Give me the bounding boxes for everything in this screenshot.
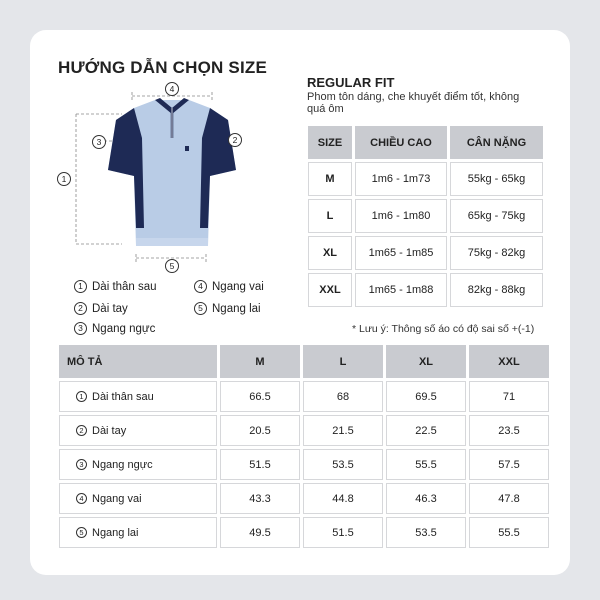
polo-shirt-illustration — [52, 78, 282, 278]
marker-4: 4 — [165, 82, 179, 96]
col-header: MÔ TẢ — [59, 345, 217, 378]
table-row: XL 1m65 - 1m85 75kg - 82kg — [308, 236, 543, 270]
legend-item: 2 Dài tay — [74, 302, 128, 315]
shirt-diagram — [52, 78, 282, 278]
table-row: 5 Ngang lai 49.5 51.5 53.5 55.5 — [59, 517, 549, 548]
fit-title: REGULAR FIT — [307, 75, 395, 90]
col-header: XXL — [469, 345, 549, 378]
measurement-table — [56, 342, 552, 551]
marker-2: 2 — [228, 133, 242, 147]
marker-5: 5 — [165, 259, 179, 273]
tolerance-note: * Lưu ý: Thông số áo có độ sai số +(-1) — [352, 323, 535, 335]
col-header: SIZE — [308, 126, 352, 159]
legend-item: 4 Ngang vai — [194, 280, 264, 293]
col-header: L — [303, 345, 383, 378]
col-header: CHIỀU CAO — [355, 126, 447, 159]
table-row: M 1m6 - 1m73 55kg - 65kg — [308, 162, 543, 196]
legend-item: 1 Dài thân sau — [74, 280, 157, 293]
page-title: HƯỚNG DẪN CHỌN SIZE — [58, 58, 268, 77]
legend-item: 3 Ngang ngực — [74, 322, 155, 335]
table-row: L 1m6 - 1m80 65kg - 75kg — [308, 199, 543, 233]
marker-3: 3 — [92, 135, 106, 149]
size-fit-table — [305, 123, 546, 310]
col-header: XL — [386, 345, 466, 378]
table-row: 4 Ngang vai 43.3 44.8 46.3 47.8 — [59, 483, 549, 514]
table-row: 2 Dài tay 20.5 21.5 22.5 23.5 — [59, 415, 549, 446]
col-header: M — [220, 345, 300, 378]
table-row: 3 Ngang ngực 51.5 53.5 55.5 57.5 — [59, 449, 549, 480]
legend-item: 5 Ngang lai — [194, 302, 261, 315]
table-row: 1 Dài thân sau 66.5 68 69.5 71 — [59, 381, 549, 412]
table-row: XXL 1m65 - 1m88 82kg - 88kg — [308, 273, 543, 307]
fit-description: Phom tôn dáng, che khuyết điểm tốt, không quá ôm — [307, 91, 520, 115]
marker-1: 1 — [57, 172, 71, 186]
col-header: CÂN NẶNG — [450, 126, 543, 159]
